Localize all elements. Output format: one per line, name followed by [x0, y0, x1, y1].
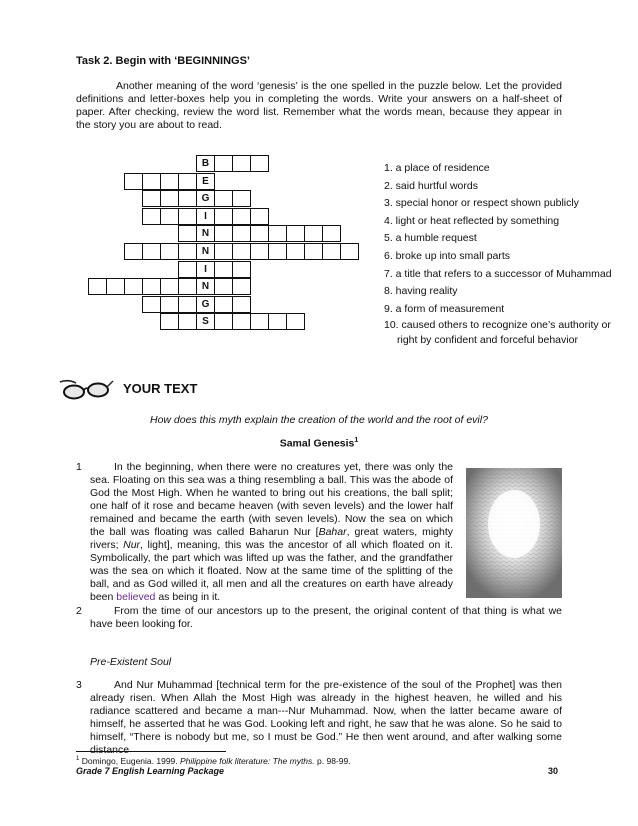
letter-box: [160, 296, 179, 313]
letter-box: [106, 278, 125, 295]
paragraph-body: [90, 461, 453, 604]
footnote-divider: [76, 751, 226, 752]
clue-list: [384, 160, 624, 348]
letter-box: [142, 278, 161, 295]
letter-box: [178, 173, 197, 190]
key-letter-box: G: [196, 190, 215, 207]
letter-box: [304, 243, 323, 260]
paragraph-number: 2: [76, 605, 82, 617]
letter-box: [286, 225, 305, 242]
glowing-orb-illustration: [466, 468, 562, 598]
letter-box: [286, 243, 305, 260]
text-run-italic: Nur: [123, 539, 141, 551]
text-run: , light], meaning, this was the ancestor of all which floated on it. Symbolically, the part which was lifted up was the father, and the grandfather was the sea on which it floated. Now at the same time of the splitting of the ball, and as God willed it, all men and all the creatures on earth have already been: [90, 539, 454, 603]
eyeglasses-icon: [58, 378, 114, 400]
clue-item: 6. broke up into small parts: [384, 249, 511, 262]
paragraph-1: [76, 461, 453, 604]
paragraph-2: [76, 605, 562, 631]
letter-box: [232, 261, 251, 278]
letter-box: [250, 313, 269, 330]
paragraph-3: [76, 679, 562, 757]
letter-box: [160, 173, 179, 190]
key-letter-box: B: [196, 155, 215, 172]
letter-box: [214, 208, 233, 225]
letter-box: [178, 225, 197, 242]
letter-box: [160, 313, 179, 330]
letter-box: [214, 225, 233, 242]
letter-box: [178, 278, 197, 295]
footer-title: Grade 7 English Learning Package: [76, 766, 225, 776]
footnote-pages: p. 98-99.: [314, 755, 351, 766]
key-letter-box: I: [196, 208, 215, 225]
letter-box: [286, 313, 305, 330]
key-letter-box: G: [196, 296, 215, 313]
key-letter-box: E: [196, 173, 215, 190]
text-run-italic: Bahar: [318, 526, 347, 538]
letter-box: [232, 190, 251, 207]
letter-box: [214, 313, 233, 330]
text-run: , great waters, mighty rivers;: [90, 526, 454, 551]
clue-item: 1. a place of residence: [384, 162, 490, 174]
letter-box: [160, 243, 179, 260]
letter-box: [268, 243, 287, 260]
letter-box: [268, 225, 287, 242]
letter-box: [214, 261, 233, 278]
letter-box: [268, 313, 287, 330]
subheading: Pre-Existent Soul: [90, 656, 172, 668]
letter-box: [232, 296, 251, 313]
footnote-number: 1: [76, 756, 80, 762]
letter-box: [214, 190, 233, 207]
task-title: Task 2. Begin with ‘BEGINNINGS’: [76, 55, 250, 67]
key-letter-box: I: [196, 261, 215, 278]
letter-box: [142, 243, 161, 260]
footnote-marker: 1: [354, 437, 359, 444]
task-instructions: Another meaning of the word ‘genesis’ is the one spelled in the puzzle below. Let the provided definitions and letter-boxes help you in completing the words. Write your answers on a half-sheet of paper. After checking, review the word list. Remember what the words mean, because they appear in the story you are about to read.: [76, 80, 562, 131]
key-letter-box: N: [196, 243, 215, 260]
letter-box: [250, 243, 269, 260]
letter-box: [232, 155, 251, 172]
letter-box: [214, 155, 233, 172]
key-letter-box: S: [196, 313, 215, 330]
footnote-title: Philippine folk literature: The myths.: [180, 755, 315, 766]
letter-box: [124, 243, 143, 260]
paragraph-body: And Nur Muhammad [technical term for the pre-existence of the soul of the Prophet] was then already risen. When Allah the Most High was already in the highest heaven, he willed and his radiance scattered and became a man---Nur Muhammad. Now, when the latter became aware of himself, he asserted that he was God. Looking left and right, he saw that he was alone. So he said to himself, “There is nobody but me, so I must be God.” He then went around, and after walking some distance: [90, 679, 562, 756]
page-number: 30: [548, 766, 559, 776]
letter-box: [214, 278, 233, 295]
paragraph-number: 3: [76, 679, 82, 691]
clue-item: 5. a humble request: [384, 232, 477, 245]
letter-box: [304, 225, 323, 242]
letter-box: [232, 243, 251, 260]
letter-box: [250, 225, 269, 242]
clue-item: 8. having reality: [384, 285, 458, 298]
letter-box: [160, 208, 179, 225]
key-letter-box: N: [196, 278, 215, 295]
clue-item: [384, 318, 624, 348]
letter-box: [160, 190, 179, 207]
letter-box: [214, 243, 233, 260]
letter-box: [160, 278, 179, 295]
letter-box: [142, 190, 161, 207]
letter-box: [142, 173, 161, 190]
clue-item: 7. a title that refers to a successor of Muhammad: [384, 267, 612, 280]
letter-box: [142, 296, 161, 313]
clue-item: 3. special honor or respect shown publicly: [384, 197, 579, 210]
paragraph-body: From the time of our ancestors up to the present, the original content of that thing is what we have been looking for.: [90, 605, 562, 630]
letter-box: [178, 313, 197, 330]
letter-box: [178, 296, 197, 313]
clue-item: 9. a form of measurement: [384, 302, 505, 315]
paragraph-number: 1: [76, 461, 82, 473]
footnote-text: Domingo, Eugenia. 1999.: [79, 755, 180, 766]
letter-box: [340, 243, 359, 260]
text-run: as being in it.: [155, 591, 221, 603]
clue-item: 2. said hurtful words: [384, 179, 478, 192]
letter-box: [214, 296, 233, 313]
letter-box: [250, 208, 269, 225]
letter-box: [142, 208, 161, 225]
letter-box: [250, 155, 269, 172]
text-run: In the beginning, when there were no creatures yet, there was only the sea. Floating on this sea was a thing resembling a ball. This was the abode of God the Most High. When he wanted to bring out his creations, the ball split; one half of it rose and became heaven (with seven levels) and the lower half remained and became the earth (with seven levels). Now the sea on which the ball was floating was called Baharun Nur [: [90, 461, 453, 538]
key-letter-box: N: [196, 225, 215, 242]
letter-box: [232, 278, 251, 295]
letter-box: [124, 173, 143, 190]
highlighted-word: believed: [116, 591, 156, 603]
letter-box: [124, 278, 143, 295]
letter-box: [322, 243, 341, 260]
story-title: [0, 434, 638, 451]
clue-10-line-2: right by confident and forceful behavior: [397, 334, 578, 347]
clue-10-line-1: 10. caused others to recognize one’s authority or: [384, 319, 611, 332]
story-title-text: Samal Genesis: [279, 437, 355, 450]
letter-box: [178, 190, 197, 207]
letter-box: [322, 225, 341, 242]
letter-box: [88, 278, 107, 295]
letter-box: [178, 261, 197, 278]
letter-box: [232, 225, 251, 242]
letter-box: [178, 208, 197, 225]
letter-box: [232, 313, 251, 330]
guide-question: How does this myth explain the creation of the world and the root of evil?: [150, 414, 488, 426]
section-heading: YOUR TEXT: [123, 381, 198, 396]
clue-item: 4. light or heat reflected by something: [384, 214, 560, 227]
letter-box: [178, 243, 197, 260]
letter-box: [232, 208, 251, 225]
